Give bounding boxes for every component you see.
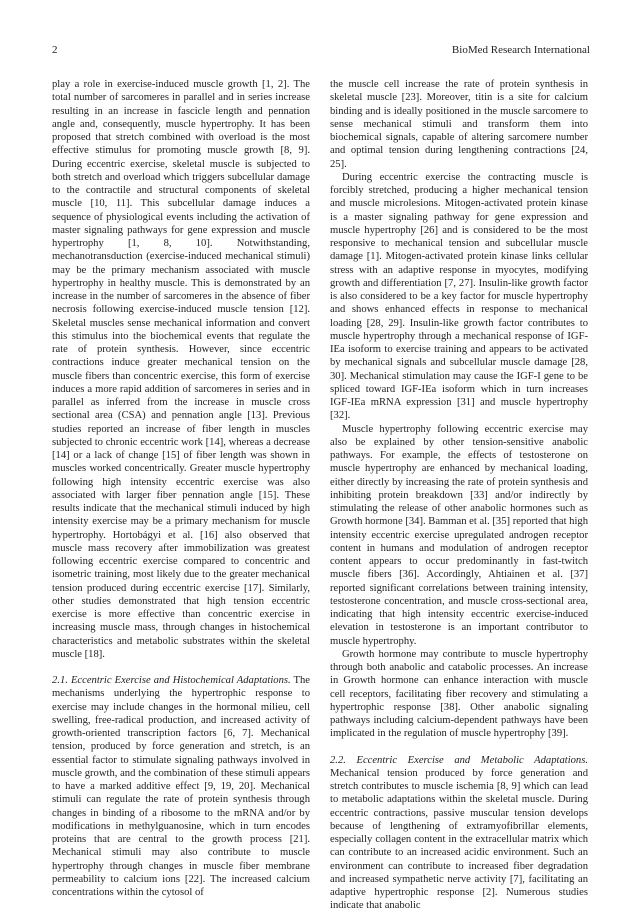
section-text: The mechanisms underlying the hypertrophic response to exercise may include changes in the hormonal milieu, cell swelling, free-radical production, and increased activity of growth-oriented transcription factors [6, 7]. Mechanical tension, produced by force generation and stretch, is an essential factor to stimulate signaling pathways involved in muscle growth, and the combination of these stimuli appears to have a marked additive effect [9, 19, 20]. Mechanical stimuli can regulate the rate of protein synthesis through changes in binding of a ribosome to the mRNA and/or by modifications in methylguanosine, which in turn encodes proteins that are central to the growth process [21]. Mechanical stimuli may also contribute to muscle hypertrophy through changes in muscle fiber membrane permeability to calcium ions [22]. The increased calcium concentrations within the cytosol of xyxy=(52,675,310,898)
left-column xyxy=(52,78,310,899)
section-text: Mechanical tension produced by force generation and stretch contributes to muscle ischemia [8, 9] which can lead to metabolic adaptations within the skeletal muscle. During eccentric contractions, passive muscular tension develops because of lengthening of extramyofibrillar elements, especially collagen content in the extracellular matrix which can contribute to an increased acidic environment. Such an environment can contribute to increased fiber degradation and increased sympathetic nerve activity [7], facilitating an adaptive hypertrophic response [2]. Numerous studies indicate that anabolic xyxy=(330,767,588,912)
section-2-2 xyxy=(330,754,588,913)
section-title: 2.1. Eccentric Exercise and Histochemical Adaptations. xyxy=(52,675,291,686)
section-2-1 xyxy=(52,674,310,899)
journal-name: BioMed Research International xyxy=(451,44,590,56)
page-number: 2 xyxy=(52,44,58,56)
paragraph: Growth hormone may contribute to muscle hypertrophy through both anabolic and catabolic processes. An increase in Growth hormone can enhance interaction with muscle cell receptors, facilitating fiber recovery and stimulating a hypertrophic response [38]. Other anabolic signaling pathways including calcium-dependent pathways have been implicated in the regulation of muscle hypertrophy [39]. xyxy=(330,648,588,740)
paragraph: play a role in exercise-induced muscle growth [1, 2]. The total number of sarcomeres in parallel and in series increase resulting in an increase in fascicle length and pennation angle and, consequently, muscle hypertrophy. It has been proposed that stretch combined with overload is the most effective stimulus for promoting muscle growth [8, 9]. During eccentric exercise, skeletal muscle is subjected to both stretch and overload which triggers subcellular damage to the contractile and structural components of skeletal muscle [10, 11]. This subcellular damage induces a sequence of physiological events including the activation of master signaling pathways for gene expression and muscle hypertrophy [1, 8, 10]. Notwithstanding, mechanotransduction (exercise-induced mechanical stimuli) may be the primary mechanism associated with muscle hypertrophy in healthy muscle. This is demonstrated by an increase in the number of sarcomeres in the absence of fiber necrosis following exercise-induced muscle tension [12]. Skeletal muscles sense mechanical information and convert this stimulus into the biochemical events that regulate the rate of protein synthesis. However, since eccentric contractions induce greater mechanical tension on the muscle fibers than concentric exercise, this form of exercise induces a more rapid addition of sarcomeres in series and in parallel as inferred from the increase in muscle cross sectional area (CSA) and pennation angle [13]. Previous studies reported an increase of fiber length in muscles subjected to chronic eccentric work [14], whereas a decrease [14] or a lack of change [15] of fiber length was shown in muscles worked concentrically. Greater muscle hypertrophy following high intensity eccentric exercise was also associated with larger fiber pennation angle [15]. These results indicate that the mechanical stimuli induced by high intensity exercise may be a primary mechanism for muscle hypertrophy. Hortobágyi et al. [16] also observed that muscle mass recovery after immobilization was greatest following eccentric exercise compared to concentric and isometric training, most likely due to the greater mechanical tension produced during eccentric exercise [17]. Similarly, other studies demonstrated that high tension eccentric exercise is more effective than concentric exercise in increasing muscle mass, through changes in histochemical characteristics and metabolic substrates within the skeletal muscle [18]. xyxy=(52,79,310,660)
section-title: 2.2. Eccentric Exercise and Metabolic Adaptations. xyxy=(330,754,588,766)
paragraph: Muscle hypertrophy following eccentric exercise may also be explained by other tension-sensitive anabolic pathways. For example, the effects of testosterone on muscle hypertrophy are enhanced by mechanical loading, either directly by increasing the rate of protein synthesis and inhibiting protein breakdown [33] and/or indirectly by stimulating the release of other anabolic hormones such as Growth hormone [34]. Bamman et al. [35] reported that high intensity eccentric exercise upregulated androgen receptor content in humans and modulation of androgen receptor content appears to occur predominantly in fast-twitch muscle fibers [36]. Accordingly, Ahtiainen et al. [37] reported significant correlations between training intensity, testosterone concentration, and muscle cross-sectional area, indicating that high intensity eccentric exercise-induced elevation in testosterone is an important contributor to muscle hypertrophy. xyxy=(330,423,589,647)
paragraph: During eccentric exercise the contracting muscle is forcibly stretched, producing a higher mechanical tension and muscle microlesions. Mitogen-activated protein kinase is a master signaling pathway for gene expression and muscle hypertrophy [26] and is considered to be the most responsive to mechanical tension and subcellular muscle damage [1]. Mitogen-activated protein kinase links cellular stress with an adaptive response in myocytes, modifying growth and differentiation [7, 27]. Insulin-like growth factor is also considered to be a key factor for muscle hypertrophy and shows enhanced effects in response to mechanical loading [28, 29]. Insulin-like growth factor contributes to muscle hypertrophy through a mechanical response of IGF-IEa isoform to exercise training and appears to be activated by mechanical signals and subcellular muscle damage [28, 30]. Mechanical stimulation may cause the IGF-I gene to be spliced toward IGF-IEa isoform which in turn increases IGF-IEa mRNA expression [31] and muscle hypertrophy [32]. xyxy=(330,171,588,422)
right-column xyxy=(330,78,588,913)
paragraph: the muscle cell increase the rate of protein synthesis in skeletal muscle [23]. Moreover, titin is a site for calcium binding and is ideally positioned in the muscle sarcomere to sense mechanical stimuli and transform them into biochemical signals, capable of altering sarcomere number and optimal tension during lengthening contractions [24, 25]. xyxy=(330,79,588,170)
